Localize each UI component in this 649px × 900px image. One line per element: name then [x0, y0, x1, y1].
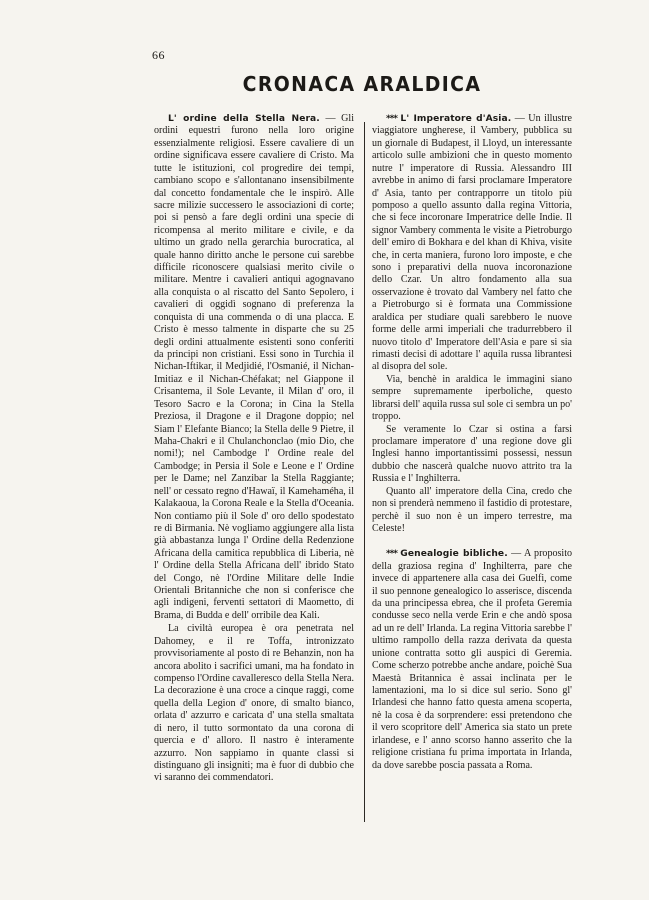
article-imperatore-paragraph-4: Quanto all' imperatore della Cina, credo che non si prenderà nemmeno il fastidio di protestare, perchè il suo non è un impero terrestre, ma Celeste!: [372, 485, 572, 534]
article-stella-nera-body: — Gli ordini equestri furono nella loro origine essenzialmente religiosi. Essere cavaliere di un ordine significava essere cavaliere di Cristo. Ma tutte le istituzioni, col progredire dei tempi, cambiano scopo e s'allontanano insensibilmente dal concetto fondamentale che le inspirò. Alle sacre milizie successero le associazioni di corte; poi si pensò a fare degli ordini una specie di ricompensa al merito militare e civile, e da ultimo un grado nella gerarchia burocratica, al quale hanno diritto anche le persone cui sarebbe difficile riconoscere qualsiasi merito civile o militare. Mentre i cavalieri antiqui agognavano alla conquista o al riscatto del Santo Sepolero, i cavalieri di oggidì sognano di preferenza la conquista di una commenda o di una placca. E Cristo è messo talmente in disparte che su 25 degli ordini attualmente esistenti sono conferiti da principi non cristiani. Essi sono in Turchia il Nichan-Iftikar, il Medjidié, l'Osmanié, il Nichan-Imitiaz e il Nichan-Chéfakat; nel Giappone il Crisantema, il Sole Levante, il Milan d' oro, il Tesoro Sacro e la Corona; in Cina la Stella Preziosa, il Dragone e il Dragone doppio; nel Siam l' Elefante Bianco; la Stella delle 9 Pietre, il Maha-Chakri e il Chulanchonclao (mio Dio, che nomi!); nel Cambodge l' Ordine reale del Cambodge; in Persia il Sole e Leone e l' Ordine per le Dame; nel Zanzibar la Stella Raggiante; nell' or cessato regno d'Hawaï, il Kamehaméha, il Kalakaoua, la Corona Reale e la Stella d'Oceania. Non contiamo più il Sole d' oro dello spodestato re di Birmania. Nè vogliamo aggiungere alla lista già abbastanza lunga l' Ordine della Redenzione Africana della camitica repubblica di Liberia, nè l' Ordine della Stella Africana dell' ibrido Stato del Congo, nè l'Ordine Militare delle Indie Orientali Britanniche che non si conferisce che agli indigeni, ferventi settatori di Maometto, di Brama, di Budda e dell' orribile dea Kali.: [154, 113, 354, 621]
article-stella-nera-paragraph: [154, 113, 354, 622]
page-title: CRONACA ARALDICA: [242, 72, 482, 96]
article-heading-imperatore: L' Imperatore d'Asia.: [400, 114, 512, 124]
article-imperatore-paragraph: [372, 113, 572, 374]
right-column: [372, 113, 572, 772]
page-number: 66: [152, 48, 165, 62]
article-genealogie-body: — A proposito della graziosa regina d' Inghilterra, pare che invece di appartenere alla casa dei Guelfi, come il suo pennone genealogico lo asserisce, discenda da una principessa ebrea, che il profeta Geremia condusse seco nella verde Erin e che andò sposa ad un re dell' Irlanda. La regina Vittoria sarebbe l' ultimo rampollo della razza derivata da questa unione contratta sotto gli auspici di Geremia. Come scherzo potrebbe anche andare, poichè Sua Maestà Britannica è assai inclinata per le lamentazioni, ma lo si dice sul serio. Sono gl' Irlandesi che hanno fatto questa amena scoperta, nè la cosa è da sorprendere: essi pretendono che il vero scopritore dell' America sia stato un prete irlandese, e l' anno scorso hanno asserito che la religione cristiana fu prima importata in Irlanda, da dove sarebbe poscia passata a Roma.: [372, 548, 573, 771]
article-genealogie-paragraph: [372, 548, 572, 772]
article-imperatore-paragraph-3: Se veramente lo Czar si ostina a farsi proclamare imperatore d' una regione dove gli Inglesi hanno importantissimi possessi, nessun dubbio che nascerà qualche nuovo attrito tra la Russia e l' Inghilterra.: [372, 423, 572, 485]
article-heading-genealogie: Genealogie bibliche.: [400, 549, 508, 560]
asterism-icon: * * *: [386, 549, 397, 560]
article-stella-nera-paragraph-2: La civiltà europea è ora penetrata nel Dahomey, e il re Toffa, intronizzato provvisoriamente al posto di re Behanzin, non ha ancora abolito i sacrifici umani, ma ha fondato in compenso l'Ordine cavalleresco della Stella Nera. La decorazione è una croce a cinque raggi, come quella della Legion d' onore, di smalto bianco, orlata d' azzurro e caricata d' una stella smaltata di nero, il tutto sormontato da una corona di quercia e d' alloro. Il nastro è interamente azzurro. Non sappiamo in quante classi si distinguano gli insigniti; ma è fuor di dubbio che vi saranno dei commendatori.: [154, 623, 354, 784]
column-divider: [364, 122, 365, 822]
article-imperatore-paragraph-2: Via, benchè in araldica le immagini siano sempre supremamente iperboliche, questo librarsi dell' aquila russa sul sole ci sembra un po' troppo.: [372, 373, 572, 423]
left-column: [154, 113, 354, 785]
article-imperatore-body: — Un illustre viaggiatore ungherese, il Vambery, pubblica su un giornale di Budapest, il Lloyd, un interessante articolo sulle ambizioni che in questo momento nutre l' imperatore di Russia. Alessandro III avrebbe in animo di farsi proclamare Imperatore d' Asia, tanto per contrapporre un titolo più pomposo a quello assunto dalla regina Vittoria, che si fece incoronare Imperatrice delle Indie. Il signor Vambery commenta le visite a Pietroburgo dell' emiro di Bokhara e del khan di Khiva, visite che, in certa maniera, furono loro imposte, e che sono i preparativi della nuova incoronazione dello Czar. Un altro fondamento alla sua osservazione è trovato dal Vambery nel fatto che a Pietroburgo si è formata una Commissione araldica per studiare quali sarebbero le nuove forme delle armi imperiali che tradurrebbero il nuovo titolo d' Imperatore dell'Asia e pare si sia rimasti decisi di adottare l' aquila russa librantesi al disopra del sole.: [372, 113, 572, 373]
article-heading-stella-nera: L' ordine della Stella Nera.: [168, 114, 320, 124]
asterism-icon: * * *: [386, 114, 397, 124]
